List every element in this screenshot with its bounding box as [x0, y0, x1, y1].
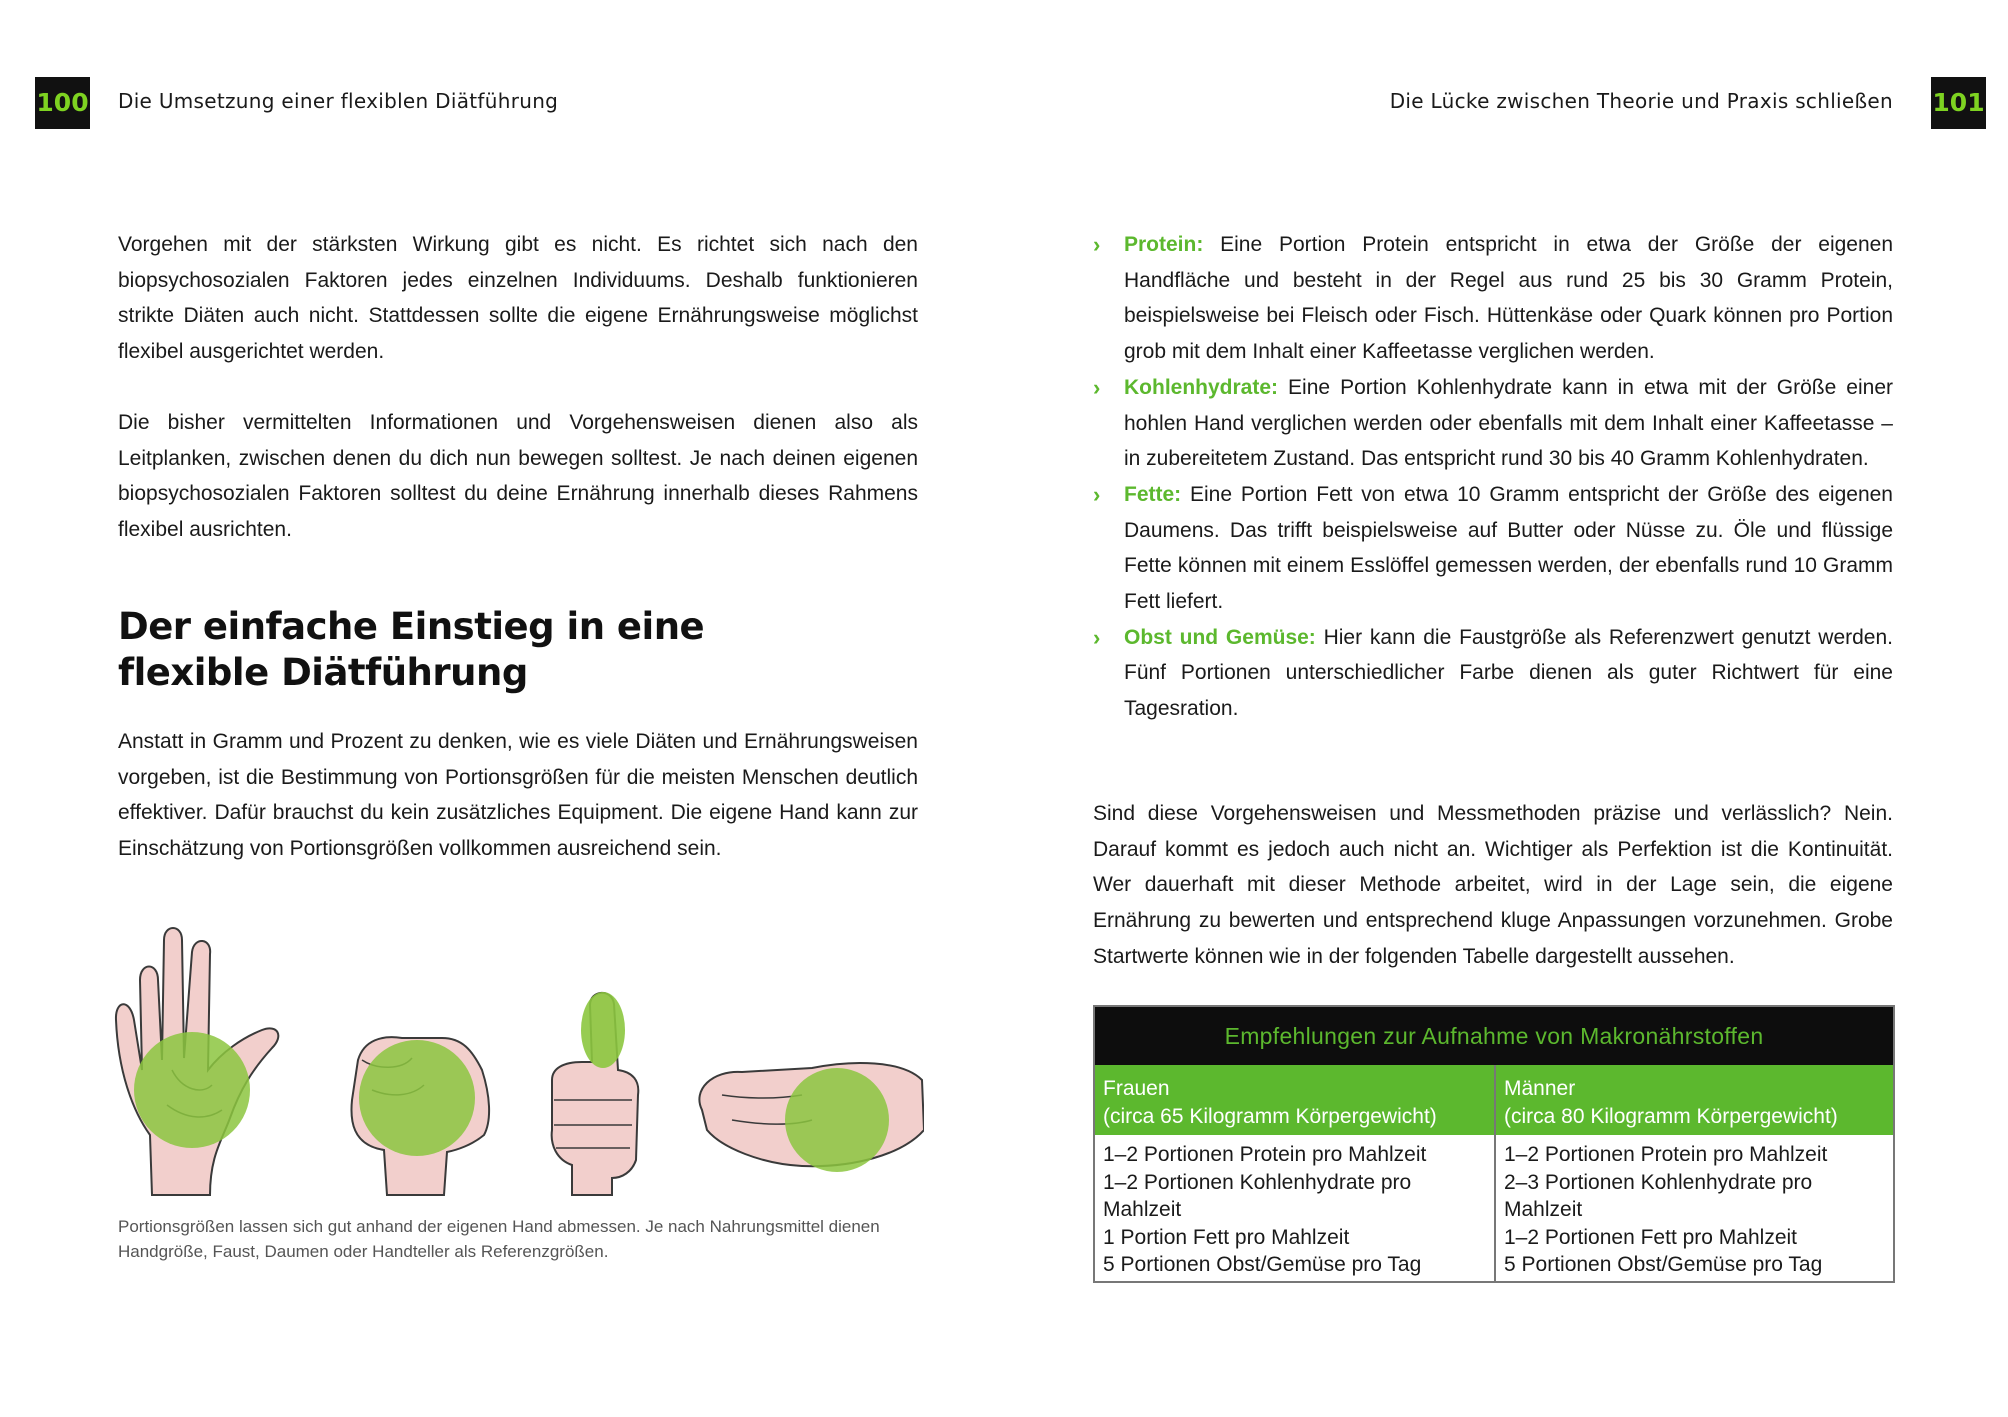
open-hand-icon — [116, 928, 278, 1195]
section-heading-line-1: Der einfache Einstieg in eine — [118, 605, 705, 648]
table-row: 5 Portionen Obst/Gemüse pro Tag — [1504, 1253, 1823, 1277]
list-item-term: Fette: — [1124, 482, 1182, 506]
list-item-protein — [1093, 227, 1893, 370]
hand-portion-illustration — [112, 920, 924, 1200]
macronutrient-table — [1093, 1005, 1895, 1283]
column-header-line-1: Männer — [1504, 1077, 1576, 1100]
table-row: 1–2 Portionen Protein pro Mahlzeit — [1504, 1143, 1828, 1166]
list-item-fruit-veg — [1093, 620, 1893, 727]
section-heading — [118, 604, 704, 696]
list-item-text: Eine Portion Fett von etwa 10 Gramm entspricht der Größe des eigenen Daumens. Das trifft beispielsweise auf Butter oder Nüsse zu. Öle und flüssige Fette können mit einem Esslöffel gemessen werden, der ebenfalls rund 10 Gramm Fett liefert. — [1124, 482, 1893, 614]
list-item-term: Protein: — [1124, 233, 1204, 256]
chevron-right-icon: › — [1093, 624, 1101, 650]
running-head-right: Die Lücke zwischen Theorie und Praxis schließen — [1389, 89, 1893, 113]
list-item-term: Obst und Gemüse: — [1124, 625, 1316, 649]
table-title: Empfehlungen zur Aufnahme von Makronährstoffen — [1095, 1007, 1893, 1065]
chevron-right-icon: › — [1093, 481, 1101, 507]
table-row: 1–2 Portionen Kohlenhydrate pro Mahlzeit — [1103, 1170, 1412, 1222]
chevron-right-icon: › — [1093, 232, 1101, 257]
body-paragraph: Anstatt in Gramm und Prozent zu denken, wie es viele Diäten und Ernährungsweisen vorgeben, ist die Bestimmung von Portionsgrößen für die meisten Menschen deutlich effektiver. Dafür brauchst du kein zusätzliches Equipment. Die eigene Hand kann zur Einschätzung von Portionsgrößen vollkommen ausreichend sein. — [118, 730, 918, 861]
methods-paragraph: Sind diese Vorgehensweisen und Messmethoden präzise und verlässlich? Nein. Darauf kommt es jedoch auch nicht an. Wichtiger als Perfektion ist die Kontinuität. Wer dauerhaft mit dieser Methode arbeitet, wird in der Lage sein, die eigene Ernährung zu bewerten und entsprechend kluge Anpassungen vorzunehmen. Grobe Startwerte können wie in der folgenden Tabelle dargestellt aussehen. — [1093, 802, 1893, 968]
illustration-caption: Portionsgrößen lassen sich gut anhand der eigenen Hand abmessen. Je nach Nahrungsmittel dienen Handgröße, Faust, Daumen oder Handteller als Referenzgrößen. — [118, 1217, 880, 1261]
column-header — [1496, 1065, 1893, 1135]
table-column-women — [1095, 1065, 1494, 1281]
column-header-line-2: (circa 80 Kilogramm Körpergewicht) — [1504, 1105, 1838, 1128]
thumbs-up-icon — [552, 992, 639, 1195]
list-item-text: Hier kann die Faustgröße als Referenzwert genutzt werden. Fünf Portionen unterschiedlicher Farbe dienen als guter Richtwert für eine Tagesration. — [1124, 625, 1893, 721]
table-row: 1–2 Portionen Protein pro Mahlzeit — [1103, 1143, 1427, 1166]
cupped-hand-icon — [699, 1063, 924, 1172]
list-item-fats — [1093, 477, 1893, 620]
running-head-left: Die Umsetzung einer flexiblen Diätführung — [118, 89, 559, 113]
list-item-text: Eine Portion Kohlenhydrate kann in etwa mit der Größe einer hohlen Hand verglichen werden oder ebenfalls mit dem Inhalt einer Kaffeetasse – in zubereitetem Zustand. Das entspricht rund 30 bis 40 Gramm Kohlenhydraten. — [1124, 375, 1893, 471]
page-number-right: 101 — [1931, 77, 1986, 129]
table-row: 2–3 Portionen Kohlenhydrate pro Mahlzeit — [1504, 1170, 1813, 1222]
chevron-right-icon: › — [1093, 374, 1101, 400]
list-item-carbs — [1093, 370, 1893, 477]
table-row: 1–2 Portionen Fett pro Mahlzeit — [1504, 1225, 1797, 1249]
column-header-line-1: Frauen — [1103, 1077, 1170, 1100]
page-number-left: 100 — [35, 77, 90, 129]
fist-icon — [351, 1037, 489, 1195]
list-item-term: Kohlenhydrate: — [1124, 375, 1279, 399]
portion-guide-list — [1093, 227, 1893, 727]
column-header — [1095, 1065, 1494, 1135]
table-column-men — [1494, 1065, 1893, 1281]
intro-paragraph-1: Vorgehen mit der stärksten Wirkung gibt es nicht. Es richtet sich nach den biopsychosozialen Faktoren jedes einzelnen Individuums. Deshalb funktionieren strikte Diäten auch nicht. Stattdessen sollte die eigene Ernährungsweise möglichst flexibel ausgerichtet werden. — [118, 233, 918, 364]
column-header-line-2: (circa 65 Kilogramm Körpergewicht) — [1103, 1105, 1437, 1128]
table-row: 1 Portion Fett pro Mahlzeit — [1103, 1225, 1350, 1249]
section-heading-line-2: flexible Diätführung — [118, 651, 528, 694]
table-row: 5 Portionen Obst/Gemüse pro Tag — [1103, 1253, 1422, 1277]
list-item-text: Eine Portion Protein entspricht in etwa der Größe der eigenen Handfläche und besteht in der Regel aus rund 25 bis 30 Gramm Protein, beispielsweise bei Fleisch oder Fisch. Hüttenkäse oder Quark können pro Portion grob mit dem Inhalt einer Kaffeetasse verglichen werden. — [1124, 233, 1893, 364]
intro-paragraph-2: Die bisher vermittelten Informationen und Vorgehensweisen dienen also als Leitplanken, zwischen denen du dich nun bewegen solltest. Je nach deinen eigenen biopsychosozialen Faktoren solltest du deine Ernährung innerhalb dieses Rahmens flexibel ausrichten. — [118, 411, 918, 542]
